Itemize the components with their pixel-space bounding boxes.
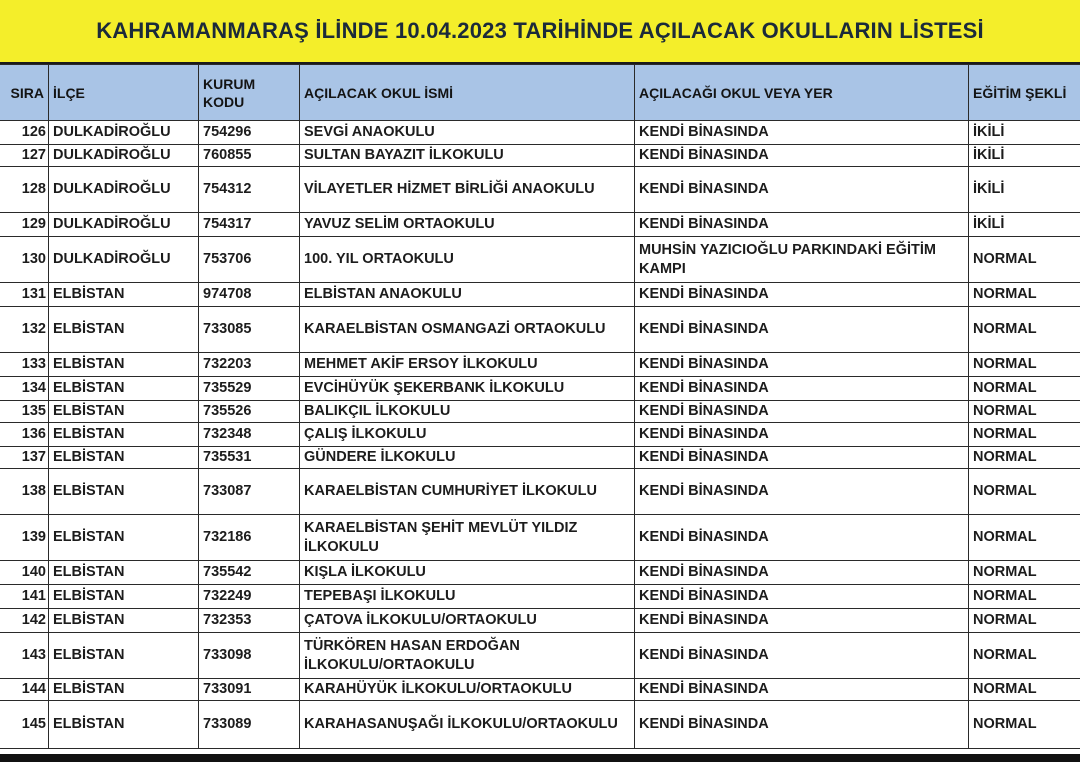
cell-yer: KENDİ BİNASINDA [635, 121, 969, 145]
cell-ilce: ELBİSTAN [49, 515, 199, 561]
cell-ilce: ELBİSTAN [49, 469, 199, 515]
cell-ilce: ELBİSTAN [49, 307, 199, 353]
header-sira: SIRA [0, 65, 49, 121]
cell-okul-ismi: YAVUZ SELİM ORTAOKULU [300, 213, 635, 237]
cell-egitim-sekli: NORMAL [969, 447, 1080, 469]
cell-egitim-sekli: NORMAL [969, 353, 1080, 377]
cell-okul-ismi: ÇATOVA İLKOKULU/ORTAOKULU [300, 609, 635, 633]
document-title: KAHRAMANMARAŞ İLİNDE 10.04.2023 TARİHİNDE AÇILACAK OKULLARIN LİSTESİ [96, 18, 984, 43]
cell-egitim-sekli: NORMAL [969, 609, 1080, 633]
cell-yer: KENDİ BİNASINDA [635, 585, 969, 609]
cell-okul-ismi: KARAELBİSTAN CUMHURİYET İLKOKULU [300, 469, 635, 515]
cell-yer: KENDİ BİNASINDA [635, 213, 969, 237]
cell-sira: 145 [0, 701, 49, 749]
cell-ilce: ELBİSTAN [49, 561, 199, 585]
cell-yer: KENDİ BİNASINDA [635, 283, 969, 307]
cell-sira: 127 [0, 145, 49, 167]
cell-ilce: ELBİSTAN [49, 353, 199, 377]
cell-yer: KENDİ BİNASINDA [635, 145, 969, 167]
cell-sira: 144 [0, 679, 49, 701]
cell-okul-ismi: MEHMET AKİF ERSOY İLKOKULU [300, 353, 635, 377]
cell-kurum-kodu: 732203 [199, 353, 300, 377]
cell-okul-ismi: GÜNDERE İLKOKULU [300, 447, 635, 469]
table-row [0, 561, 1080, 585]
cell-kurum-kodu: 733085 [199, 307, 300, 353]
cell-okul-ismi: TÜRKÖREN HASAN ERDOĞAN İLKOKULU/ORTAOKULU [300, 633, 635, 679]
cell-sira: 142 [0, 609, 49, 633]
table-row [0, 401, 1080, 423]
header-ilce: İLÇE [49, 65, 199, 121]
cell-okul-ismi: ÇALIŞ İLKOKULU [300, 423, 635, 447]
cell-yer: KENDİ BİNASINDA [635, 609, 969, 633]
cell-kurum-kodu: 735542 [199, 561, 300, 585]
cell-egitim-sekli: İKİLİ [969, 121, 1080, 145]
cell-sira: 133 [0, 353, 49, 377]
cell-yer: KENDİ BİNASINDA [635, 423, 969, 447]
cell-egitim-sekli: NORMAL [969, 585, 1080, 609]
cell-kurum-kodu: 735529 [199, 377, 300, 401]
cell-okul-ismi: KARAHÜYÜK İLKOKULU/ORTAOKULU [300, 679, 635, 701]
cell-kurum-kodu: 732348 [199, 423, 300, 447]
cell-ilce: DULKADİROĞLU [49, 237, 199, 283]
cell-yer: KENDİ BİNASINDA [635, 701, 969, 749]
cell-ilce: ELBİSTAN [49, 701, 199, 749]
cell-yer: KENDİ BİNASINDA [635, 633, 969, 679]
table-row [0, 609, 1080, 633]
table-row [0, 377, 1080, 401]
cell-okul-ismi: BALIKÇIL İLKOKULU [300, 401, 635, 423]
table-row [0, 353, 1080, 377]
cell-kurum-kodu: 760855 [199, 145, 300, 167]
table-row [0, 701, 1080, 749]
header-egitim-sekli: EĞİTİM ŞEKLİ [969, 65, 1080, 121]
cell-okul-ismi: SEVGİ ANAOKULU [300, 121, 635, 145]
schools-table [0, 64, 1080, 749]
table-row [0, 283, 1080, 307]
cell-sira: 139 [0, 515, 49, 561]
cell-sira: 140 [0, 561, 49, 585]
cell-egitim-sekli: NORMAL [969, 633, 1080, 679]
cell-egitim-sekli: NORMAL [969, 423, 1080, 447]
cell-kurum-kodu: 732353 [199, 609, 300, 633]
header-yer: AÇILACAĞI OKUL VEYA YER [635, 65, 969, 121]
cell-kurum-kodu: 732186 [199, 515, 300, 561]
cell-kurum-kodu: 733089 [199, 701, 300, 749]
cell-yer: KENDİ BİNASINDA [635, 679, 969, 701]
cell-egitim-sekli: İKİLİ [969, 213, 1080, 237]
cell-kurum-kodu: 974708 [199, 283, 300, 307]
cell-sira: 137 [0, 447, 49, 469]
cell-kurum-kodu: 735531 [199, 447, 300, 469]
cell-ilce: DULKADİROĞLU [49, 213, 199, 237]
table-row [0, 585, 1080, 609]
table-row [0, 679, 1080, 701]
cell-egitim-sekli: NORMAL [969, 377, 1080, 401]
header-okul-ismi: AÇILACAK OKUL İSMİ [300, 65, 635, 121]
cell-kurum-kodu: 754312 [199, 167, 300, 213]
title-banner [0, 0, 1080, 64]
cell-kurum-kodu: 733087 [199, 469, 300, 515]
cell-okul-ismi: VİLAYETLER HİZMET BİRLİĞİ ANAOKULU [300, 167, 635, 213]
cell-okul-ismi: KARAELBİSTAN OSMANGAZİ ORTAOKULU [300, 307, 635, 353]
table-body [0, 121, 1080, 749]
table-row [0, 447, 1080, 469]
cell-yer: KENDİ BİNASINDA [635, 307, 969, 353]
cell-ilce: ELBİSTAN [49, 283, 199, 307]
table-row [0, 469, 1080, 515]
cell-yer: KENDİ BİNASINDA [635, 167, 969, 213]
cell-yer: KENDİ BİNASINDA [635, 353, 969, 377]
cell-yer: KENDİ BİNASINDA [635, 447, 969, 469]
cell-ilce: DULKADİROĞLU [49, 145, 199, 167]
cell-yer: KENDİ BİNASINDA [635, 515, 969, 561]
cell-egitim-sekli: NORMAL [969, 679, 1080, 701]
table-row [0, 423, 1080, 447]
cell-kurum-kodu: 732249 [199, 585, 300, 609]
cell-okul-ismi: SULTAN BAYAZIT İLKOKULU [300, 145, 635, 167]
cell-okul-ismi: KARAELBİSTAN ŞEHİT MEVLÜT YILDIZ İLKOKULU [300, 515, 635, 561]
cell-sira: 136 [0, 423, 49, 447]
table-row [0, 633, 1080, 679]
cell-ilce: ELBİSTAN [49, 679, 199, 701]
cell-ilce: ELBİSTAN [49, 377, 199, 401]
cell-okul-ismi: KARAHASANUŞAĞI İLKOKULU/ORTAOKULU [300, 701, 635, 749]
table-row [0, 515, 1080, 561]
table-header-row [0, 65, 1080, 121]
cell-okul-ismi: EVCİHÜYÜK ŞEKERBANK İLKOKULU [300, 377, 635, 401]
cell-yer: MUHSİN YAZICIOĞLU PARKINDAKİ EĞİTİM KAMPI [635, 237, 969, 283]
cell-okul-ismi: TEPEBAŞI İLKOKULU [300, 585, 635, 609]
cell-yer: KENDİ BİNASINDA [635, 377, 969, 401]
cell-egitim-sekli: İKİLİ [969, 145, 1080, 167]
cell-kurum-kodu: 753706 [199, 237, 300, 283]
cell-egitim-sekli: NORMAL [969, 701, 1080, 749]
cell-yer: KENDİ BİNASINDA [635, 401, 969, 423]
table-row [0, 145, 1080, 167]
cell-ilce: ELBİSTAN [49, 447, 199, 469]
cell-kurum-kodu: 733091 [199, 679, 300, 701]
cell-egitim-sekli: İKİLİ [969, 167, 1080, 213]
cell-sira: 131 [0, 283, 49, 307]
cell-egitim-sekli: NORMAL [969, 237, 1080, 283]
cell-sira: 129 [0, 213, 49, 237]
table-row [0, 307, 1080, 353]
table-row [0, 121, 1080, 145]
cell-ilce: ELBİSTAN [49, 609, 199, 633]
cell-sira: 134 [0, 377, 49, 401]
cell-sira: 126 [0, 121, 49, 145]
cell-yer: KENDİ BİNASINDA [635, 561, 969, 585]
cell-ilce: ELBİSTAN [49, 633, 199, 679]
cell-ilce: DULKADİROĞLU [49, 121, 199, 145]
cell-sira: 128 [0, 167, 49, 213]
cell-kurum-kodu: 754317 [199, 213, 300, 237]
cell-yer: KENDİ BİNASINDA [635, 469, 969, 515]
cell-okul-ismi: ELBİSTAN ANAOKULU [300, 283, 635, 307]
cell-egitim-sekli: NORMAL [969, 469, 1080, 515]
cell-kurum-kodu: 733098 [199, 633, 300, 679]
cell-sira: 138 [0, 469, 49, 515]
cell-egitim-sekli: NORMAL [969, 561, 1080, 585]
header-kurum-kodu: KURUM KODU [199, 65, 300, 121]
cell-ilce: DULKADİROĞLU [49, 167, 199, 213]
table-row [0, 213, 1080, 237]
table-row [0, 237, 1080, 283]
cell-sira: 143 [0, 633, 49, 679]
cell-egitim-sekli: NORMAL [969, 307, 1080, 353]
bottom-edge-bar [0, 754, 1080, 762]
cell-sira: 141 [0, 585, 49, 609]
cell-okul-ismi: KIŞLA İLKOKULU [300, 561, 635, 585]
cell-kurum-kodu: 754296 [199, 121, 300, 145]
table-row [0, 167, 1080, 213]
cell-ilce: ELBİSTAN [49, 401, 199, 423]
cell-sira: 135 [0, 401, 49, 423]
cell-kurum-kodu: 735526 [199, 401, 300, 423]
cell-ilce: ELBİSTAN [49, 585, 199, 609]
cell-sira: 132 [0, 307, 49, 353]
cell-egitim-sekli: NORMAL [969, 401, 1080, 423]
cell-sira: 130 [0, 237, 49, 283]
cell-egitim-sekli: NORMAL [969, 515, 1080, 561]
cell-okul-ismi: 100. YIL ORTAOKULU [300, 237, 635, 283]
cell-ilce: ELBİSTAN [49, 423, 199, 447]
cell-egitim-sekli: NORMAL [969, 283, 1080, 307]
